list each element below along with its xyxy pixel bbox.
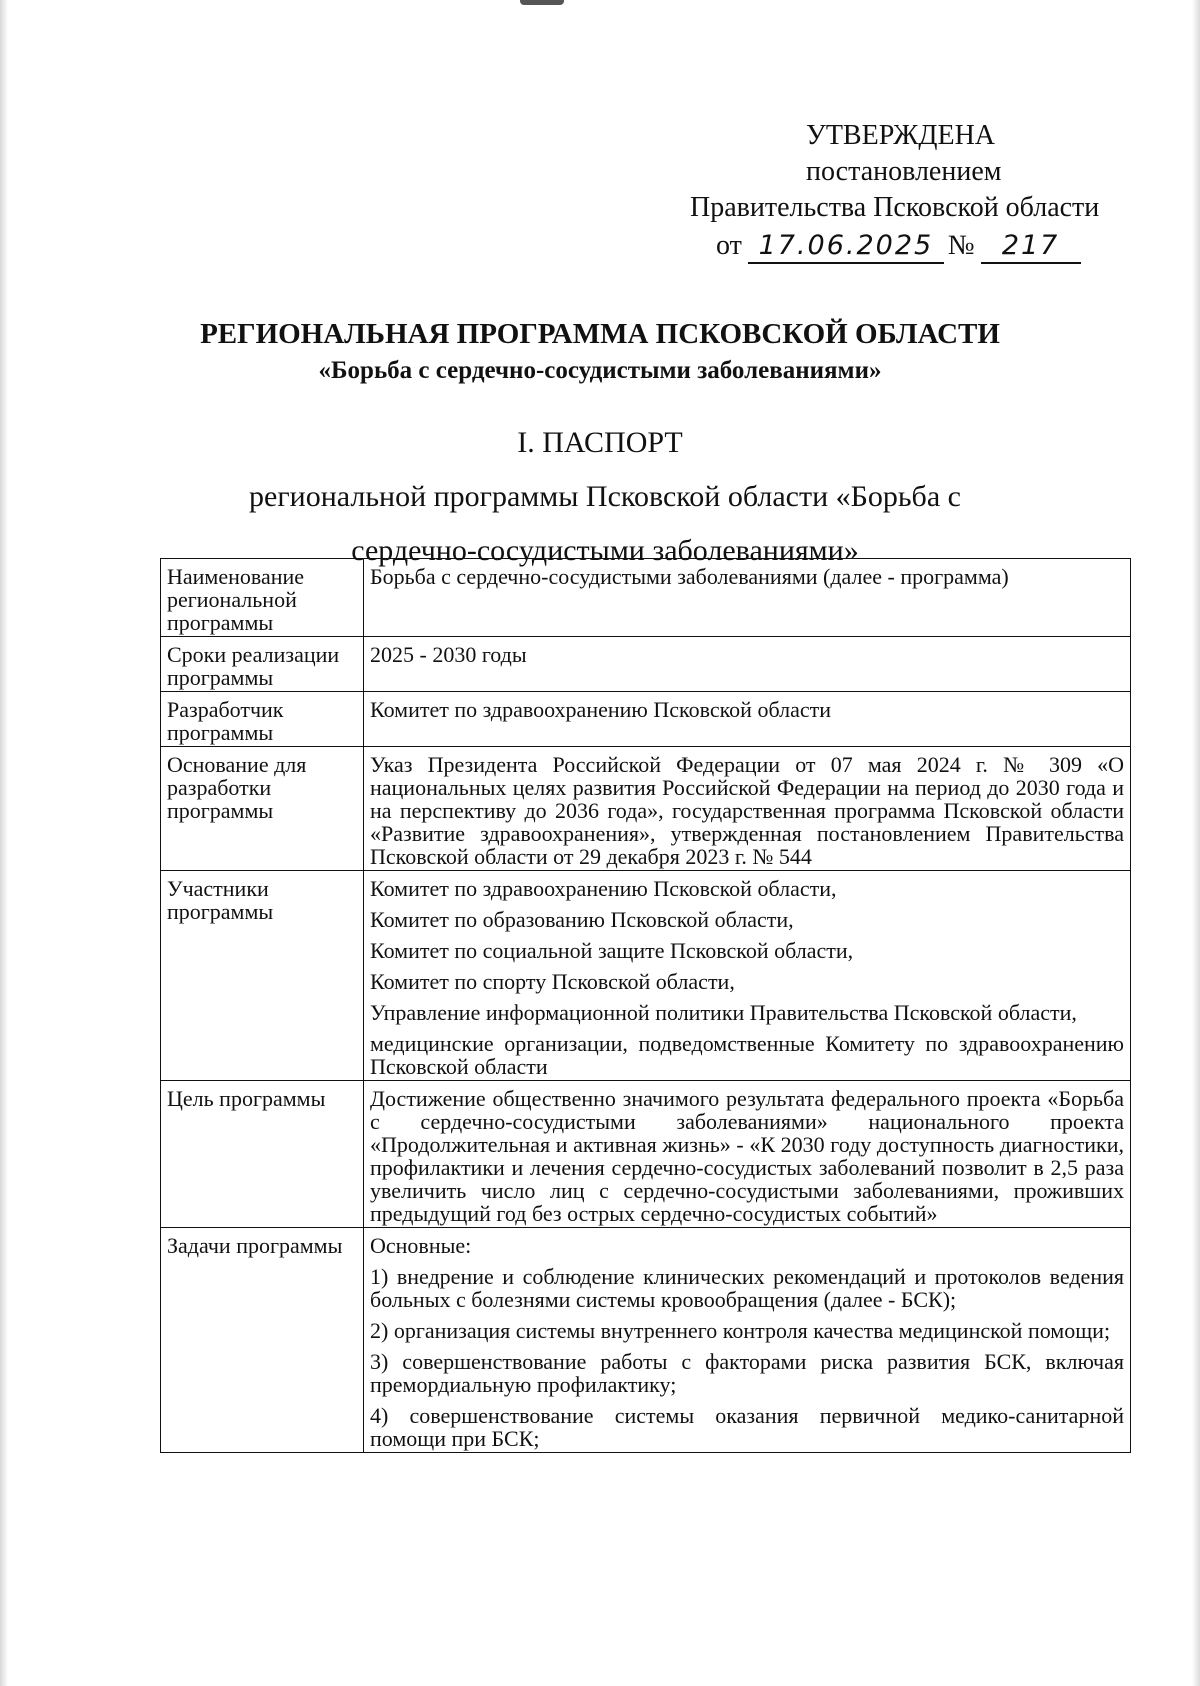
row-label: Сроки реализации программы [161, 637, 364, 692]
document-title: РЕГИОНАЛЬНАЯ ПРОГРАММА ПСКОВСКОЙ ОБЛАСТИ [200, 318, 1000, 350]
row-label: Цель программы [161, 1081, 364, 1228]
row-paragraph: 1) внедрение и соблюдение клинических рекомендаций и протоколов ведения больных с болезнями системы кровообращения (далее - БСК); [370, 1264, 1124, 1312]
row-value [364, 871, 1131, 1081]
approval-by: постановлением [806, 156, 1002, 187]
row-value [364, 637, 1131, 692]
row-label: Задачи программы [161, 1228, 364, 1453]
row-value [364, 1228, 1131, 1453]
table-row [161, 747, 1131, 871]
row-paragraph: Борьба с сердечно-сосудистыми заболеваниями (далее - программа) [370, 564, 1009, 589]
row-paragraph: Комитет по социальной защите Псковской области, [370, 938, 854, 963]
table-row [161, 637, 1131, 692]
number-prefix: № [947, 230, 975, 261]
scan-edge-right [1192, 0, 1200, 1686]
row-paragraph: Основные: [370, 1233, 472, 1258]
scan-edge-left [0, 0, 8, 1686]
row-label: Участники программы [161, 871, 364, 1081]
document-subtitle: «Борьба с сердечно-сосудистыми заболеваниями» [318, 357, 882, 384]
row-paragraph: Комитет по здравоохранению Псковской области, [370, 876, 837, 901]
staple-mark [520, 0, 564, 5]
approval-heading: УТВЕРЖДЕНА [806, 120, 996, 151]
date-prefix: от [716, 230, 742, 261]
table-row [161, 692, 1131, 747]
row-value [364, 692, 1131, 747]
row-label: Разработчик программы [161, 692, 364, 747]
row-paragraph: Указ Президента Российской Федерации от 07 мая 2024 г. № 309 «О национальных целях развития Российской Федерации на период до 2030 года и на перспективу до 2036 года», государственная программа Псковской области «Развитие здравоохранения», утвержденная постановлением Правительства Псковской области от 29 декабря 2023 г. № 544 [370, 752, 1124, 869]
passport-table [160, 558, 1131, 1453]
row-label: Основание для разработки программы [161, 747, 364, 871]
approval-authority: Правительства Псковской области [690, 192, 1100, 223]
row-value [364, 559, 1131, 637]
table-row [161, 871, 1131, 1081]
row-paragraph: Комитет по здравоохранению Псковской области [370, 697, 831, 722]
row-paragraph: Комитет по спорту Псковской области, [370, 969, 735, 994]
passport-table-body [161, 559, 1131, 1453]
table-row [161, 1228, 1131, 1453]
row-value [364, 747, 1131, 871]
row-paragraph: Управление информационной политики Правительства Псковской области, [370, 1000, 1077, 1025]
row-paragraph: 2025 - 2030 годы [370, 642, 527, 667]
table-row [161, 1081, 1131, 1228]
section-heading: I. ПАСПОРТ [517, 426, 683, 459]
handwritten-date: 17.06.2025 [748, 230, 944, 264]
row-label: Наименование региональной программы [161, 559, 364, 637]
approval-block [690, 118, 1150, 264]
approval-date-line [690, 228, 1150, 264]
row-value [364, 1081, 1131, 1228]
row-paragraph: 2) организация системы внутреннего контроля качества медицинской помощи; [370, 1318, 1111, 1343]
row-paragraph: Достижение общественно значимого результата федерального проекта «Борьба с сердечно-сосудистыми заболеваниями» национального проекта «Продолжительная и активная жизнь» - «К 2030 году доступность диагностики, профилактики и лечения сердечно-сосудистых заболеваний позволит в 2,5 раза увеличить число лиц с сердечно-сосудистыми заболеваниями, проживших предыдущий год без острых сердечно-сосудистых событий» [370, 1086, 1124, 1226]
row-paragraph: 4) совершенствование системы оказания первичной медико-санитарной помощи при БСК; [370, 1403, 1124, 1451]
row-paragraph: медицинские организации, подведомственные Комитету по здравоохранению Псковской области [370, 1031, 1124, 1079]
row-paragraph: 3) совершенствование работы с факторами риска развития БСК, включая премордиальную профилактику; [370, 1349, 1124, 1397]
table-row [161, 559, 1131, 637]
section-subheading: региональной программы Псковской области «Борьба с сердечно-сосудистыми заболеваниями» [249, 480, 961, 567]
row-paragraph: Комитет по образованию Псковской области, [370, 907, 794, 932]
handwritten-number: 217 [981, 230, 1081, 264]
